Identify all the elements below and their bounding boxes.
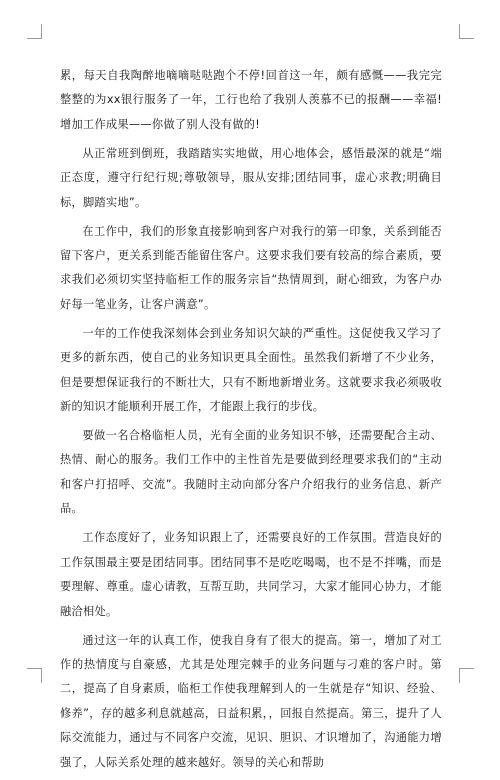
crop-mark-bottom-right-vertical (459, 668, 460, 683)
paragraph-5: 要做一名合格临柜人员，光有全面的业务知识不够，还需要配合主动、热情、耐心的服务。我们工作中的主性首先是要做到经理要求我们的“主动和客户打招呼、交流”。我随时主动向部分客户介绍我行的业务信息、新产品。 (60, 429, 442, 516)
crop-mark-bottom-right-horizontal (460, 668, 474, 669)
document-body (60, 64, 442, 780)
paragraph-4: 一年的工作使我深刻体会到业务知识欠缺的严重性。这促使我又学习了更多的新东西，使自己的业务知识更具全面性。虽然我们新增了不少业务，但是要想保证我行的不断壮大，只有不断地新增业务。这就要求我必须吸收新的知识才能顺利开展工作，才能跟上我行的步伐。 (60, 326, 442, 414)
paragraph-6: 工作态度好了，业务知识跟上了，还需要良好的工作氛围。营造良好的工作氛围最主要是团结同事。团结同事不是吃吃喝喝，也不是不拌嘴，而是要理解、尊重。虚心请教，互帮互助，共同学习，大家才能同心协力，才能融洽相处。 (60, 531, 442, 618)
crop-mark-bottom-left-vertical (41, 668, 42, 683)
crop-mark-bottom-left-horizontal (27, 668, 41, 669)
crop-mark-top-right-vertical (459, 24, 460, 39)
paragraph-1: 累，每天自我陶醉地嘀嘀哒哒跑个不停!回首这一年，颇有感慨——我完完整整的为xx银行服务了一年，工行也给了我别人羡慕不已的报酬——幸福!增加工作成果——你做了别人没有做的! (60, 69, 442, 131)
crop-mark-top-left-vertical (41, 24, 42, 39)
paragraph-7: 通过这一年的认真工作，使我自身有了很大的提高。第一，增加了对工作的热情度与自豪感，尤其是处理完棘手的业务问题与刁难的客户时。第二，提高了自身素质，临柜工作使我理解到人的一生就是存“知识、经验、修养”，存的越多利息就越高，日益积累，，回报自然提高。第三，提升了人际交流能力，通过与不同客户交流，见识、胆识、才识增加了，沟通能力增强了，人际关系处理的越来越好。领导的关心和帮助 (60, 633, 442, 769)
paragraph-2: 从正常班到倒班，我踏踏实实地做，用心地体会，感悟最深的就是“端正态度，遵守行纪行规;尊敬领导，服从安排;团结同事，虚心求教;明确目标，脚踏实地”。 (60, 146, 442, 209)
crop-mark-top-right-horizontal (460, 38, 474, 39)
crop-mark-top-left-horizontal (27, 38, 41, 39)
paragraph-3: 在工作中，我们的形象直接影响到客户对我行的第一印象，关系到能否留下客户，更关系到能否能留住客户。这要求我们要有较高的综合素质，要求我们必须切实坚持临柜工作的服务宗旨“热情周到，耐心细致，为客户办好每一笔业务，让客户满意”。 (60, 224, 442, 311)
